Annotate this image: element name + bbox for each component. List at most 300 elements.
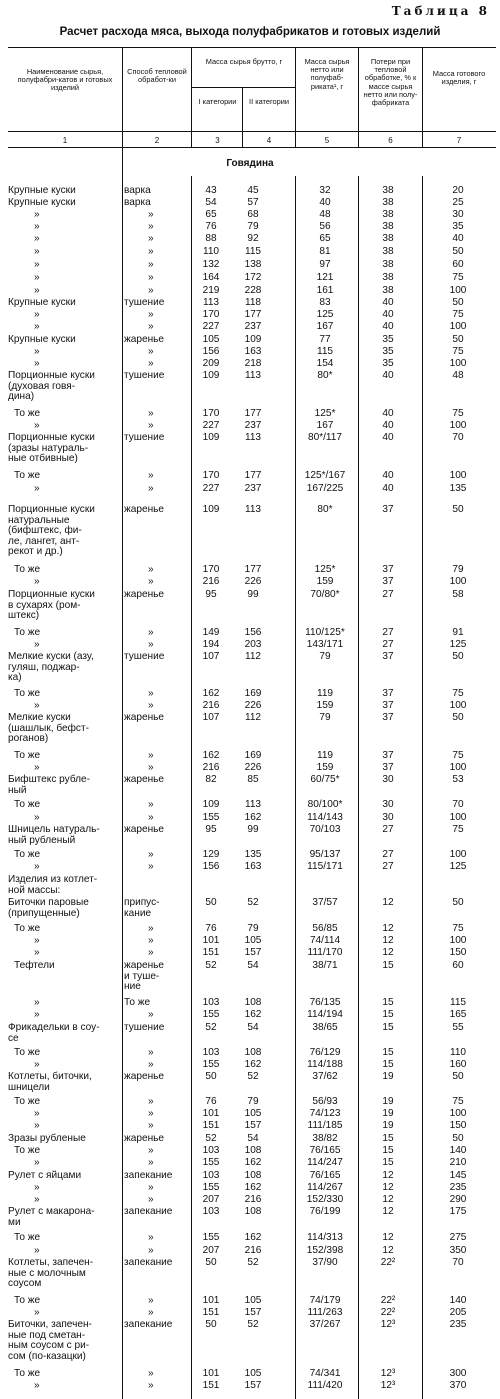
cell-gross-cat2: 52 bbox=[247, 1071, 259, 1082]
col-number-5: 5 bbox=[324, 136, 330, 145]
col-header-cat1: I категории bbox=[198, 97, 237, 106]
cell-gross-cat1: 156 bbox=[202, 346, 220, 357]
cell-method: » bbox=[148, 1009, 154, 1020]
cell-method: » bbox=[148, 221, 154, 232]
header-vrule-3 bbox=[242, 87, 243, 147]
cell-method: » bbox=[148, 1108, 154, 1119]
cell-losses: 37 bbox=[382, 651, 394, 662]
cell-gross-cat1: 107 bbox=[202, 712, 220, 723]
cell-method: » bbox=[148, 947, 154, 958]
cell-method: тушение bbox=[124, 651, 165, 662]
cell-losses: 37 bbox=[382, 750, 394, 761]
cell-yield: 60 bbox=[452, 960, 464, 971]
cell-gross-cat1: 103 bbox=[202, 997, 220, 1008]
cell-yield: 150 bbox=[449, 1120, 467, 1131]
cell-net: 74/179 bbox=[309, 1295, 341, 1306]
cell-method: припус- кание bbox=[124, 897, 160, 919]
cell-method: тушение bbox=[124, 370, 165, 381]
cell-name: » bbox=[34, 1380, 40, 1391]
cell-method: жаренье bbox=[124, 504, 165, 515]
cell-losses: 12 bbox=[382, 923, 394, 934]
cell-method: » bbox=[148, 1368, 154, 1379]
cell-name: » bbox=[34, 321, 40, 332]
cell-losses: 12 bbox=[382, 1206, 394, 1217]
cell-net: 125 bbox=[316, 309, 334, 320]
cell-losses: 19 bbox=[382, 1108, 394, 1119]
cell-yield: 110 bbox=[449, 1047, 467, 1058]
cell-yield: 145 bbox=[449, 1170, 467, 1181]
cell-gross-cat1: 155 bbox=[202, 1232, 220, 1243]
cell-net: 119 bbox=[316, 750, 334, 761]
cell-name: То же bbox=[14, 849, 41, 860]
cell-losses: 12 bbox=[382, 1194, 394, 1205]
cell-gross-cat1: 76 bbox=[205, 923, 217, 934]
cell-method: » bbox=[148, 1145, 154, 1156]
cell-yield: 140 bbox=[449, 1145, 467, 1156]
cell-losses: 40 bbox=[382, 297, 394, 308]
cell-yield: 75 bbox=[452, 688, 464, 699]
cell-name: Рулет с макарона- ми bbox=[8, 1206, 95, 1228]
cell-losses: 12 bbox=[382, 935, 394, 946]
cell-name: Котлеты, биточки, шницели bbox=[8, 1071, 92, 1093]
cell-losses: 22² bbox=[380, 1307, 396, 1318]
cell-name: То же bbox=[14, 1295, 41, 1306]
cell-name: » bbox=[34, 420, 40, 431]
cell-losses: 38 bbox=[382, 209, 394, 220]
cell-yield: 50 bbox=[452, 297, 464, 308]
cell-method: » bbox=[148, 799, 154, 810]
cell-net: 119 bbox=[316, 688, 334, 699]
cell-gross-cat2: 138 bbox=[244, 259, 262, 270]
cell-name: » bbox=[34, 246, 40, 257]
col-header-cat2: II категории bbox=[249, 97, 289, 106]
cell-name: Фрикадельки в соу- се bbox=[8, 1022, 100, 1044]
cell-yield: 100 bbox=[449, 321, 467, 332]
cell-gross-cat2: 169 bbox=[244, 750, 262, 761]
cell-yield: 50 bbox=[452, 1071, 464, 1082]
cell-net: 37/57 bbox=[312, 897, 338, 908]
cell-gross-cat2: 216 bbox=[244, 1245, 262, 1256]
cell-losses: 15 bbox=[382, 1059, 394, 1070]
cell-losses: 27 bbox=[382, 861, 394, 872]
cell-losses: 12 bbox=[382, 1245, 394, 1256]
cell-gross-cat2: 177 bbox=[244, 470, 262, 481]
cell-gross-cat1: 101 bbox=[202, 935, 220, 946]
cell-net: 159 bbox=[316, 700, 334, 711]
cell-losses: 40 bbox=[382, 420, 394, 431]
cell-gross-cat2: 169 bbox=[244, 688, 262, 699]
cell-method: жаренье bbox=[124, 774, 165, 785]
cell-gross-cat1: 52 bbox=[205, 960, 217, 971]
cell-yield: 100 bbox=[449, 762, 467, 773]
cell-name: То же bbox=[14, 923, 41, 934]
cell-gross-cat1: 155 bbox=[202, 1059, 220, 1070]
cell-name: » bbox=[34, 997, 40, 1008]
header-vrule-1 bbox=[122, 47, 123, 147]
cell-gross-cat2: 113 bbox=[244, 799, 262, 810]
cell-yield: 79 bbox=[452, 564, 464, 575]
cell-name: » bbox=[34, 221, 40, 232]
cell-gross-cat1: 109 bbox=[202, 504, 220, 515]
section-heading: Говядина bbox=[226, 158, 274, 169]
cell-method: » bbox=[148, 1295, 154, 1306]
cell-net: 111/170 bbox=[307, 947, 343, 958]
cell-losses: 35 bbox=[382, 358, 394, 369]
cell-net: 65 bbox=[319, 233, 331, 244]
cell-name: То же bbox=[14, 750, 41, 761]
cell-losses: 22² bbox=[380, 1257, 396, 1268]
cell-yield: 75 bbox=[452, 750, 464, 761]
cell-gross-cat2: 163 bbox=[244, 861, 262, 872]
cell-losses: 12³ bbox=[380, 1319, 396, 1330]
cell-name: То же bbox=[14, 470, 41, 481]
cell-yield: 275 bbox=[449, 1232, 467, 1243]
cell-gross-cat1: 207 bbox=[202, 1194, 220, 1205]
cell-name: Порционные куски (зразы натураль- ные отбивные) bbox=[8, 432, 95, 465]
cell-yield: 75 bbox=[452, 408, 464, 419]
cell-yield: 25 bbox=[452, 197, 464, 208]
cell-method: » bbox=[148, 576, 154, 587]
table-title: Расчет расхода мяса, выхода полуфабрикатов и готовых изделий bbox=[59, 26, 441, 38]
cell-yield: 100 bbox=[449, 358, 467, 369]
cell-yield: 55 bbox=[452, 1022, 464, 1033]
cell-net: 115/171 bbox=[307, 861, 343, 872]
body-vrule-5 bbox=[358, 176, 359, 1399]
cell-gross-cat1: 209 bbox=[202, 358, 220, 369]
cell-gross-cat2: 177 bbox=[244, 408, 262, 419]
cell-gross-cat1: 109 bbox=[202, 799, 220, 810]
cell-net: 125* bbox=[314, 564, 336, 575]
cell-name: » bbox=[34, 1009, 40, 1020]
cell-name: » bbox=[34, 861, 40, 872]
cell-yield: 40 bbox=[452, 233, 464, 244]
cell-gross-cat1: 155 bbox=[202, 1157, 220, 1168]
cell-losses: 12 bbox=[382, 1170, 394, 1181]
cell-net: 111/263 bbox=[307, 1307, 343, 1318]
cell-method: » bbox=[148, 321, 154, 332]
cell-net: 111/420 bbox=[307, 1380, 343, 1391]
cell-method: » bbox=[148, 408, 154, 419]
cell-method: жаренье и туше- ние bbox=[124, 960, 165, 993]
cell-yield: 75 bbox=[452, 824, 464, 835]
cell-gross-cat2: 54 bbox=[247, 960, 259, 971]
cell-gross-cat1: 101 bbox=[202, 1295, 220, 1306]
cell-method: запекание bbox=[124, 1170, 173, 1181]
cell-name: » bbox=[34, 935, 40, 946]
cell-gross-cat1: 155 bbox=[202, 812, 220, 823]
cell-name: » bbox=[34, 762, 40, 773]
cell-method: » bbox=[148, 1194, 154, 1205]
cell-yield: 100 bbox=[449, 849, 467, 860]
cell-gross-cat2: 105 bbox=[244, 1368, 262, 1379]
cell-yield: 160 bbox=[449, 1059, 467, 1070]
cell-losses: 37 bbox=[382, 712, 394, 723]
cell-losses: 37 bbox=[382, 700, 394, 711]
cell-name: Мелкие куски (азу, гуляш, поджар- ка) bbox=[8, 651, 94, 684]
cell-gross-cat2: 157 bbox=[244, 1380, 262, 1391]
cell-yield: 350 bbox=[449, 1245, 467, 1256]
cell-method: » bbox=[148, 1096, 154, 1107]
cell-gross-cat2: 105 bbox=[244, 1295, 262, 1306]
cell-net: 48 bbox=[319, 209, 331, 220]
cell-gross-cat2: 156 bbox=[244, 627, 262, 638]
cell-yield: 60 bbox=[452, 259, 464, 270]
cell-method: запекание bbox=[124, 1257, 173, 1268]
cell-losses: 40 bbox=[382, 470, 394, 481]
cell-method: » bbox=[148, 564, 154, 575]
cell-losses: 27 bbox=[382, 824, 394, 835]
cell-yield: 35 bbox=[452, 221, 464, 232]
cell-losses: 37 bbox=[382, 576, 394, 587]
cell-yield: 100 bbox=[449, 576, 467, 587]
cell-method: запеканиe bbox=[124, 1206, 173, 1217]
cell-gross-cat1: 216 bbox=[202, 576, 220, 587]
cell-name: » bbox=[34, 1182, 40, 1193]
cell-net: 76/129 bbox=[309, 1047, 341, 1058]
cell-method: » bbox=[148, 1245, 154, 1256]
cell-gross-cat1: 50 bbox=[205, 1257, 217, 1268]
col-number-3: 3 bbox=[215, 136, 220, 145]
cell-yield: 100 bbox=[449, 470, 467, 481]
col-header-losses: Потери при тепловой обработке, % к массе сырья нетто или полу-фабриката bbox=[363, 57, 418, 108]
cell-losses: 27 bbox=[382, 849, 394, 860]
cell-gross-cat2: 57 bbox=[247, 197, 259, 208]
cell-name: Бифштекс рубле- ный bbox=[8, 774, 91, 796]
cell-losses: 19 bbox=[382, 1096, 394, 1107]
cell-losses: 37 bbox=[382, 564, 394, 575]
cell-method: жаренье bbox=[124, 712, 165, 723]
cell-name: Шницель натураль- ный рубленый bbox=[8, 824, 100, 846]
cell-name: » bbox=[34, 1108, 40, 1119]
cell-gross-cat2: 112 bbox=[244, 712, 262, 723]
cell-losses: 12 bbox=[382, 947, 394, 958]
cell-yield: 50 bbox=[452, 246, 464, 257]
cell-net: 110/125* bbox=[305, 627, 345, 638]
cell-losses: 30 bbox=[382, 799, 394, 810]
cell-yield: 100 bbox=[449, 812, 467, 823]
cell-net: 77 bbox=[319, 334, 331, 345]
cell-gross-cat1: 103 bbox=[202, 1047, 220, 1058]
header-vrule-2 bbox=[191, 47, 192, 147]
cell-gross-cat1: 156 bbox=[202, 861, 220, 872]
cell-gross-cat2: 162 bbox=[244, 1059, 262, 1070]
cell-gross-cat1: 227 bbox=[202, 483, 220, 494]
cell-gross-cat2: 52 bbox=[247, 1257, 259, 1268]
cell-name: » bbox=[34, 1307, 40, 1318]
cell-gross-cat2: 54 bbox=[247, 1133, 259, 1144]
col-number-2: 2 bbox=[154, 136, 160, 145]
header-vrule-4 bbox=[295, 47, 296, 147]
cell-yield: 91 bbox=[452, 627, 464, 638]
cell-gross-cat1: 52 bbox=[205, 1022, 217, 1033]
table-number: Таблица 8 bbox=[391, 4, 490, 18]
cell-name: » bbox=[34, 483, 40, 494]
col-number-7: 7 bbox=[456, 136, 462, 145]
cell-losses: 38 bbox=[382, 185, 394, 196]
cell-yield: 210 bbox=[449, 1157, 467, 1168]
cell-gross-cat1: 95 bbox=[205, 824, 217, 835]
cell-gross-cat2: 115 bbox=[244, 246, 262, 257]
cell-gross-cat1: 50 bbox=[205, 1319, 217, 1330]
cell-net: 38/65 bbox=[312, 1022, 338, 1033]
cell-gross-cat2: 108 bbox=[244, 1145, 262, 1156]
cell-name: Котлеты, запечен- ные с молочным соусом bbox=[8, 1257, 94, 1290]
cell-net: 125* bbox=[314, 408, 336, 419]
cell-method: тушение bbox=[124, 1022, 165, 1033]
cell-name: То же bbox=[14, 1368, 41, 1379]
cell-gross-cat1: 101 bbox=[202, 1368, 220, 1379]
cell-yield: 50 bbox=[452, 334, 464, 345]
cell-name: » bbox=[34, 285, 40, 296]
cell-gross-cat2: 118 bbox=[244, 297, 262, 308]
cell-losses: 38 bbox=[382, 197, 394, 208]
cell-losses: 37 bbox=[382, 504, 394, 515]
cell-net: 95/137 bbox=[309, 849, 341, 860]
cell-losses: 12³ bbox=[380, 1380, 396, 1391]
cell-name: » bbox=[34, 1059, 40, 1070]
cell-gross-cat1: 151 bbox=[202, 1380, 220, 1391]
cell-gross-cat1: 219 bbox=[202, 285, 220, 296]
cell-net: 80*/117 bbox=[307, 432, 343, 443]
cell-net: 56/85 bbox=[312, 923, 338, 934]
cell-net: 115 bbox=[316, 346, 334, 357]
cell-yield: 75 bbox=[452, 346, 464, 357]
cell-net: 114/188 bbox=[307, 1059, 343, 1070]
cell-gross-cat2: 99 bbox=[247, 824, 259, 835]
cell-name: То же bbox=[14, 1232, 41, 1243]
cell-gross-cat1: 194 bbox=[202, 639, 220, 650]
cell-net: 74/123 bbox=[309, 1108, 341, 1119]
cell-name: » bbox=[34, 639, 40, 650]
cell-name: То же bbox=[14, 799, 41, 810]
cell-method: » bbox=[148, 1120, 154, 1131]
cell-losses: 38 bbox=[382, 221, 394, 232]
cell-name: » bbox=[34, 700, 40, 711]
cell-net: 152/330 bbox=[306, 1194, 344, 1205]
cell-gross-cat2: 92 bbox=[247, 233, 259, 244]
cell-losses: 40 bbox=[382, 309, 394, 320]
cell-gross-cat1: 65 bbox=[205, 209, 217, 220]
cell-yield: 75 bbox=[452, 1096, 464, 1107]
cell-yield: 205 bbox=[449, 1307, 467, 1318]
cell-gross-cat2: 157 bbox=[244, 1120, 262, 1131]
cell-name: Биточки, запечен- ные под сметан- ным соусом с ри- сом (по-казацки) bbox=[8, 1319, 92, 1362]
cell-gross-cat2: 135 bbox=[244, 849, 262, 860]
cell-losses: 12 bbox=[382, 1232, 394, 1243]
cell-method: жаренье bbox=[124, 824, 165, 835]
cell-losses: 22² bbox=[380, 1295, 396, 1306]
cell-losses: 15 bbox=[382, 1133, 394, 1144]
cell-losses: 15 bbox=[382, 1047, 394, 1058]
cell-method: » bbox=[148, 1047, 154, 1058]
cell-method: » bbox=[148, 688, 154, 699]
cell-net: 161 bbox=[316, 285, 334, 296]
cell-name: Рулет с яйцами bbox=[8, 1170, 82, 1181]
cell-gross-cat2: 172 bbox=[244, 272, 262, 283]
col-number-4: 4 bbox=[266, 136, 272, 145]
cell-yield: 235 bbox=[449, 1182, 467, 1193]
cell-method: » bbox=[148, 483, 154, 494]
cell-gross-cat2: 218 bbox=[244, 358, 262, 369]
cell-method: » bbox=[148, 272, 154, 283]
cell-name: Тефтели bbox=[14, 960, 55, 971]
cell-losses: 27 bbox=[382, 639, 394, 650]
cell-net: 114/194 bbox=[307, 1009, 343, 1020]
cell-method: варка bbox=[124, 197, 151, 208]
cell-losses: 35 bbox=[382, 334, 394, 345]
cell-name: Крупные куски bbox=[8, 185, 76, 196]
cell-losses: 40 bbox=[382, 432, 394, 443]
cell-net: 167/225 bbox=[306, 483, 344, 494]
cell-gross-cat1: 43 bbox=[205, 185, 217, 196]
cell-losses: 27 bbox=[382, 589, 394, 600]
cell-gross-cat2: 162 bbox=[244, 1157, 262, 1168]
cell-method: » bbox=[148, 627, 154, 638]
cell-gross-cat1: 162 bbox=[202, 750, 220, 761]
cell-gross-cat1: 82 bbox=[205, 774, 217, 785]
cell-gross-cat2: 112 bbox=[244, 651, 262, 662]
cell-gross-cat1: 95 bbox=[205, 589, 217, 600]
cell-gross-cat1: 50 bbox=[205, 1071, 217, 1082]
cell-gross-cat1: 170 bbox=[202, 309, 220, 320]
cell-losses: 40 bbox=[382, 321, 394, 332]
cell-gross-cat2: 157 bbox=[244, 947, 262, 958]
cell-gross-cat2: 85 bbox=[247, 774, 259, 785]
cell-net: 159 bbox=[316, 762, 334, 773]
cell-name: Порционные куски (духовая говя- дина) bbox=[8, 370, 95, 403]
cell-yield: 20 bbox=[452, 185, 464, 196]
cell-losses: 38 bbox=[382, 233, 394, 244]
cell-losses: 30 bbox=[382, 774, 394, 785]
cell-yield: 48 bbox=[452, 370, 464, 381]
cell-net: 76/199 bbox=[309, 1206, 341, 1217]
cell-yield: 115 bbox=[449, 997, 467, 1008]
cell-yield: 100 bbox=[449, 285, 467, 296]
cell-name: Мелкие куски (шашлык, бефст- роганов) bbox=[8, 712, 89, 745]
cell-method: » bbox=[148, 1059, 154, 1070]
cell-gross-cat1: 50 bbox=[205, 897, 217, 908]
cell-method: жаренье bbox=[124, 1071, 165, 1082]
cell-gross-cat1: 132 bbox=[202, 259, 220, 270]
cell-name: То же bbox=[14, 408, 41, 419]
body-vrule-4 bbox=[295, 176, 296, 1399]
cell-method: » bbox=[148, 639, 154, 650]
cell-net: 114/143 bbox=[307, 812, 343, 823]
cell-method: » bbox=[148, 849, 154, 860]
cell-yield: 100 bbox=[449, 935, 467, 946]
cell-net: 76/135 bbox=[309, 997, 341, 1008]
col-header-method: Способ тепловой обработ-ки bbox=[127, 67, 187, 85]
cell-yield: 165 bbox=[449, 1009, 467, 1020]
number-row-rule bbox=[8, 147, 496, 148]
cell-gross-cat2: 226 bbox=[244, 576, 262, 587]
cell-yield: 50 bbox=[452, 897, 464, 908]
cell-gross-cat2: 162 bbox=[244, 1182, 262, 1193]
cell-gross-cat1: 155 bbox=[202, 1182, 220, 1193]
cell-gross-cat2: 45 bbox=[247, 185, 259, 196]
cell-gross-cat1: 151 bbox=[202, 947, 220, 958]
cell-yield: 30 bbox=[452, 209, 464, 220]
cell-gross-cat1: 170 bbox=[202, 408, 220, 419]
cell-gross-cat1: 76 bbox=[205, 1096, 217, 1107]
cell-gross-cat1: 52 bbox=[205, 1133, 217, 1144]
cell-name: Крупные куски bbox=[8, 334, 76, 345]
cell-gross-cat1: 170 bbox=[202, 564, 220, 575]
cell-name: » bbox=[34, 358, 40, 369]
cell-name: » bbox=[34, 812, 40, 823]
cell-gross-cat2: 105 bbox=[244, 1108, 262, 1119]
cell-net: 159 bbox=[316, 576, 334, 587]
